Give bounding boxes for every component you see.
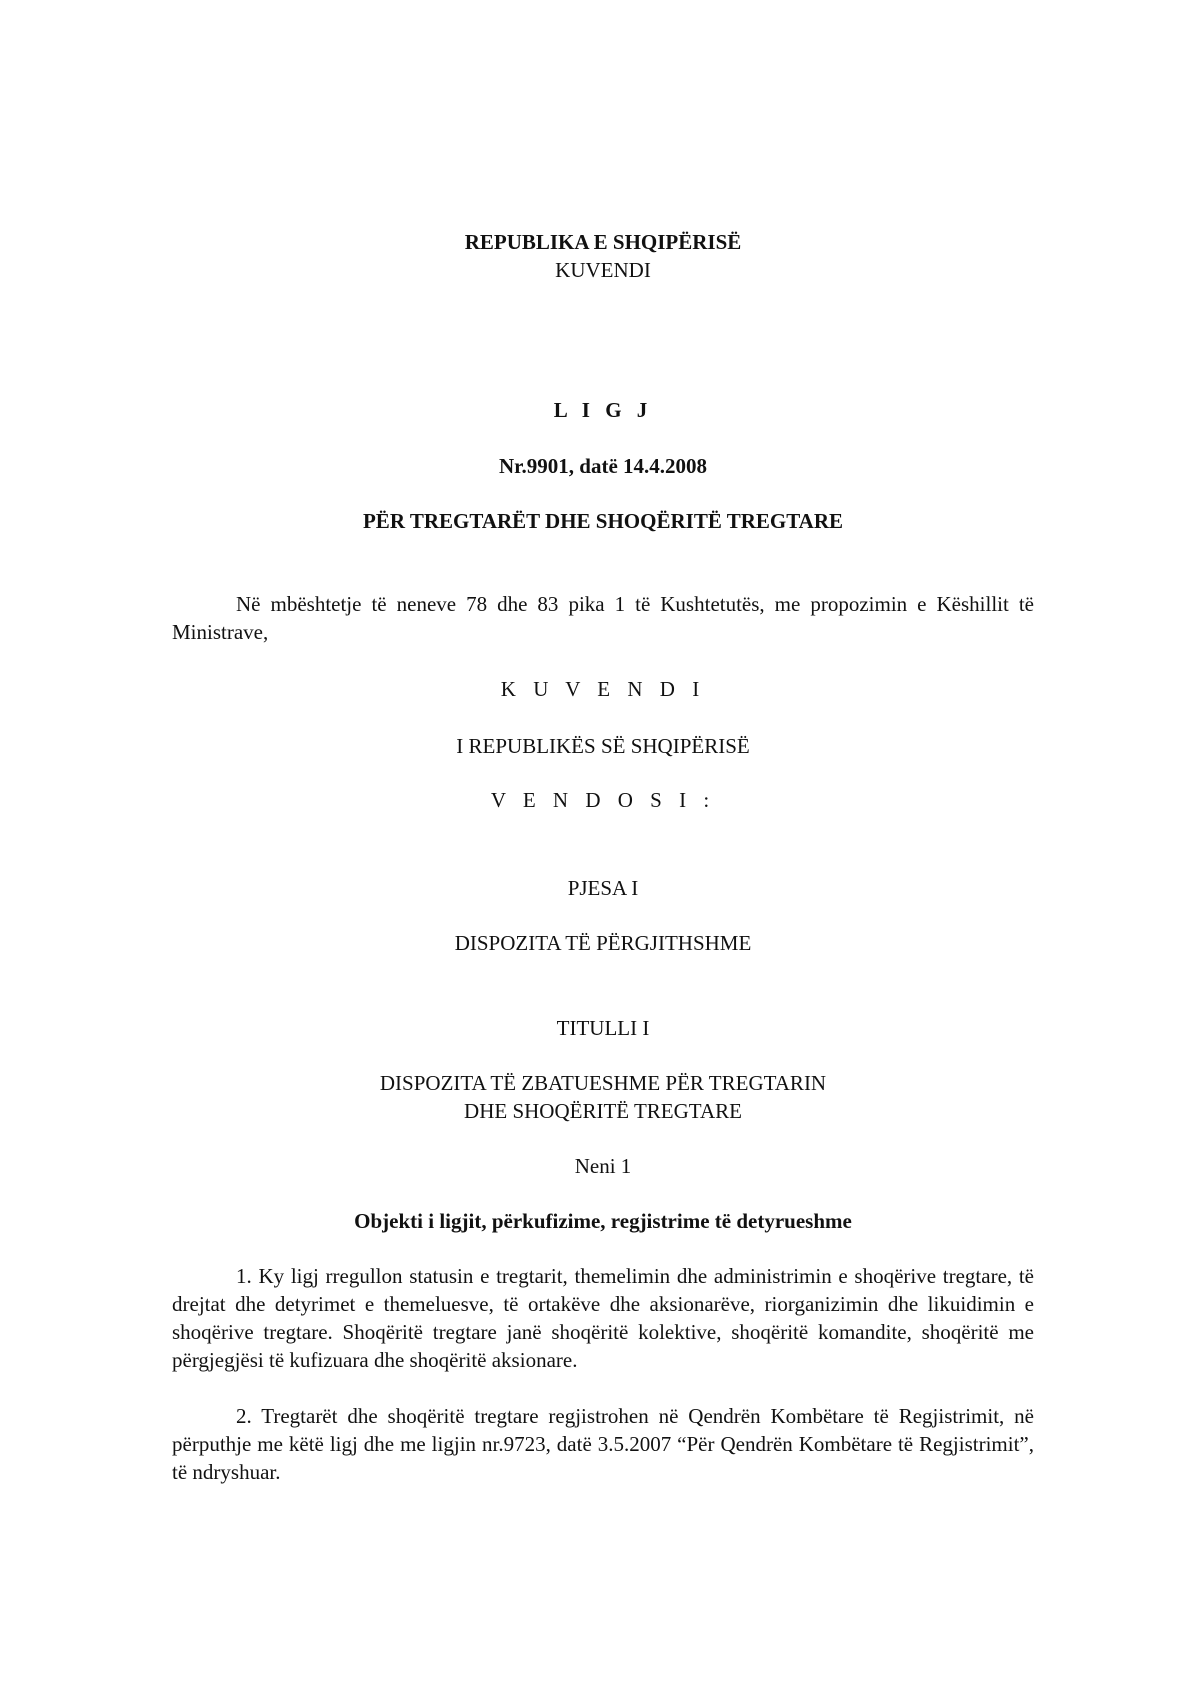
article-paragraph-2: 2. Tregtarët dhe shoqëritë tregtare regjistrohen në Qendrën Kombëtare të Regjistrimit, në përputhje me këtë ligj dhe me ligjin nr.9723, datë 3.5.2007 “Për Qendrën Kombëtare të Regjistrimit”, të ndryshuar. bbox=[172, 1404, 1034, 1484]
enactment-body: K U V E N D I bbox=[500, 677, 706, 701]
title-section-heading-line2: DHE SHOQËRITË TREGTARE bbox=[464, 1099, 742, 1123]
title-section-heading-line1: DISPOZITA TË ZBATUESHME PËR TREGTARIN bbox=[379, 1071, 827, 1095]
republic-header: REPUBLIKA E SHQIPËRISË bbox=[464, 230, 742, 254]
law-title: PËR TREGTARËT DHE SHOQËRITË TREGTARE bbox=[362, 509, 844, 533]
enactment-republic: I REPUBLIKËS SË SHQIPËRISË bbox=[456, 734, 750, 758]
article-paragraph-1: 1. Ky ligj rregullon statusin e tregtarit, themelimin dhe administrimin e shoqërive tregtare, të drejtat dhe detyrimet e themeluesve, të ortakëve dhe aksionarëve, riorganizimin dhe likuidimin e shoqërive tregtare. Shoqëritë tregtare janë shoqëritë kolektive, shoqëritë komandite, shoqëritë me përgjegjësi të kufizuara dhe shoqëritë aksionare. bbox=[172, 1264, 1034, 1372]
part-label: PJESA I bbox=[567, 876, 639, 900]
law-number-date: Nr.9901, datë 14.4.2008 bbox=[498, 454, 708, 478]
law-type: L I G J bbox=[553, 398, 653, 422]
title-section-label: TITULLI I bbox=[556, 1016, 650, 1040]
preamble: Në mbështetje të neneve 78 dhe 83 pika 1 të Kushtetutës, me propozimin e Këshillit të Ministrave, bbox=[172, 592, 1034, 644]
assembly-header: KUVENDI bbox=[555, 258, 651, 282]
article-label: Neni 1 bbox=[574, 1154, 632, 1178]
article-heading: Objekti i ligjit, përkufizime, regjistrime të detyrueshme bbox=[354, 1209, 852, 1233]
enactment-decided: V E N D O S I : bbox=[490, 788, 716, 812]
part-title: DISPOZITA TË PËRGJITHSHME bbox=[454, 931, 752, 955]
